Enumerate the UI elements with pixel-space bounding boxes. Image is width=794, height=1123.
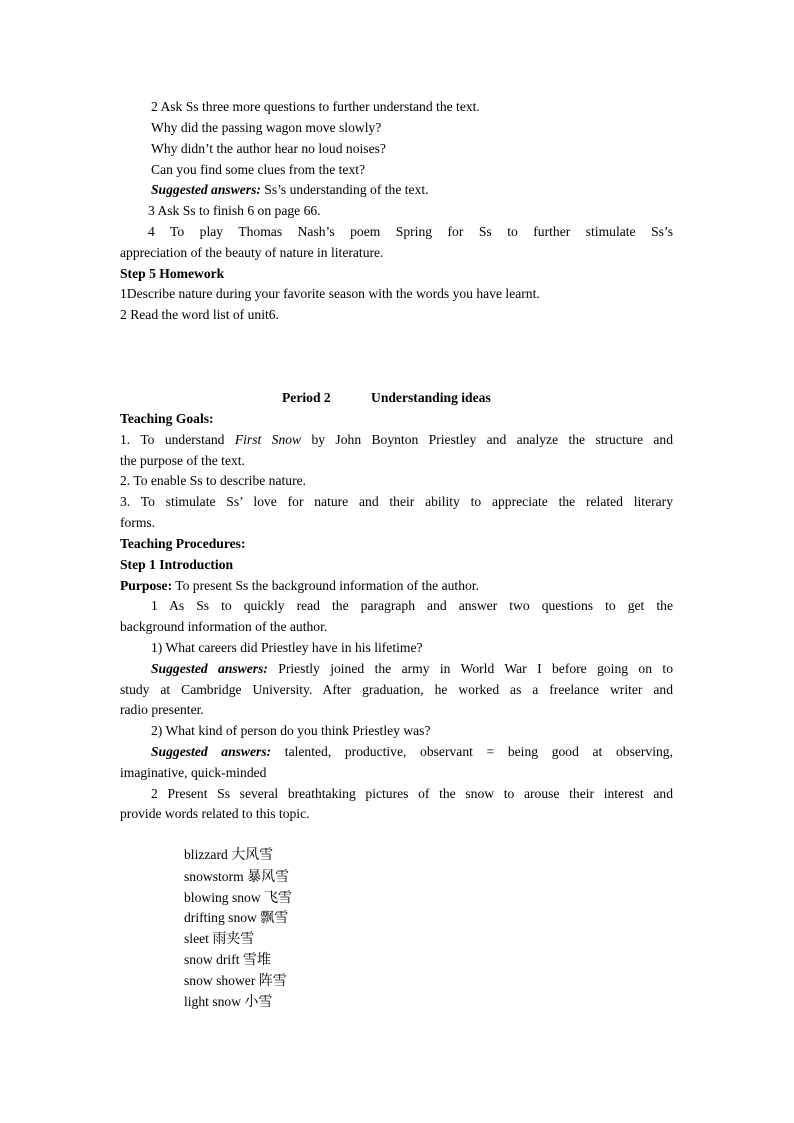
answer-1-line-3: radio presenter. (120, 702, 204, 717)
suggested-answers-text: Ss’s understanding of the text. (260, 182, 429, 197)
present-line-2: provide words related to this topic. (120, 806, 310, 821)
answer-2-line-1 (151, 742, 673, 762)
question-2: 2) What kind of person do you think Priestley was? (151, 723, 431, 738)
vocab-english: drifting snow (184, 910, 261, 925)
vocab-english: snow drift (184, 952, 243, 967)
step-1-heading: Step 1 Introduction (120, 557, 234, 572)
vocab-chinese: 大风雪 (231, 847, 274, 863)
vocab-chinese: 飘雪 (260, 910, 289, 926)
homework-1: 1Describe nature during your favorite season with the words you have learnt. (120, 286, 540, 301)
vocab-chinese: 飞雪 (264, 890, 293, 906)
question-wagon: Why did the passing wagon move slowly? (151, 120, 382, 135)
question-intro: 2 Ask Ss three more questions to further understand the text. (151, 99, 480, 114)
step-3-text: 3 Ask Ss to finish 6 on page 66. (148, 203, 321, 218)
vocab-chinese: 阵雪 (258, 973, 287, 989)
step-5-heading: Step 5 Homework (120, 266, 225, 281)
vocab-english: blizzard (184, 847, 232, 862)
purpose-line (120, 576, 479, 596)
vocab-english: light snow (184, 994, 245, 1009)
suggested-answers-label: Suggested answers: (151, 661, 268, 676)
vocab-item (184, 888, 292, 908)
vocab-english: snowstorm (184, 869, 248, 884)
book-title: First Snow (234, 432, 302, 447)
vocab-chinese: 雪堆 (242, 952, 271, 968)
vocab-chinese: 小雪 (244, 994, 273, 1010)
goal-3-line-2: forms. (120, 515, 156, 530)
present-line-1: 2 Present Ss several breathtaking pictures of the snow to arouse their interest and (151, 786, 673, 801)
step-4-line-1: 4 To play Thomas Nash’s poem Spring for Ss to further stimulate Ss’s (148, 224, 673, 239)
answer-1-line-2: study at Cambridge University. After graduation, he worked as a freelance writer and (120, 682, 673, 697)
answer-1-line-1 (151, 659, 673, 679)
vocab-item (184, 971, 287, 991)
question-1: 1) What careers did Priestley have in his lifetime? (151, 640, 423, 655)
vocab-english: blowing snow (184, 890, 265, 905)
question-noise: Why didn’t the author hear no loud noises? (151, 141, 386, 156)
vocab-item (184, 867, 289, 887)
period-title: Period 2 (282, 390, 331, 405)
vocab-item (184, 992, 272, 1012)
purpose-label: Purpose: (120, 578, 173, 593)
goal-3-line-1: 3. To stimulate Ss’ love for nature and their ability to appreciate the related literary (120, 494, 673, 509)
homework-2: 2 Read the word list of unit6. (120, 307, 279, 322)
purpose-text: To present Ss the background information of the author. (172, 578, 479, 593)
period-subtitle: Understanding ideas (371, 390, 491, 405)
vocab-english: snow shower (184, 973, 259, 988)
vocab-chinese: 暴风雪 (247, 869, 290, 885)
question-clues: Can you find some clues from the text? (151, 162, 366, 177)
vocab-chinese: 雨夹雪 (212, 931, 255, 947)
goal-1-line-2: the purpose of the text. (120, 453, 245, 468)
goal-2: 2. To enable Ss to describe nature. (120, 473, 307, 488)
vocab-item (184, 845, 273, 865)
ask-1-line-1: 1 As Ss to quickly read the paragraph and answer two questions to get the (151, 598, 673, 613)
answer-2-line-2: imaginative, quick-minded (120, 765, 267, 780)
vocab-item (184, 929, 254, 949)
goal-1-line-1 (120, 430, 673, 450)
vocab-item (184, 950, 271, 970)
goal-1-prefix: 1. To understand (120, 432, 235, 447)
suggested-answers-label: Suggested answers: (151, 744, 272, 759)
step-4-line-2: appreciation of the beauty of nature in literature. (120, 245, 384, 260)
teaching-procedures-heading: Teaching Procedures: (120, 536, 246, 551)
answer-1-text: Priestly joined the army in World War I before going on to (267, 661, 673, 676)
vocab-item (184, 908, 288, 928)
ask-1-line-2: background information of the author. (120, 619, 328, 634)
answer-2-text: talented, productive, observant = being good at observing, (271, 744, 673, 759)
suggested-answers-label: Suggested answers: (151, 182, 261, 197)
suggested-answer-line (151, 180, 429, 200)
vocab-english: sleet (184, 931, 213, 946)
goal-1-suffix: by John Boynton Priestley and analyze the structure and (301, 432, 673, 447)
teaching-goals-heading: Teaching Goals: (120, 411, 214, 426)
